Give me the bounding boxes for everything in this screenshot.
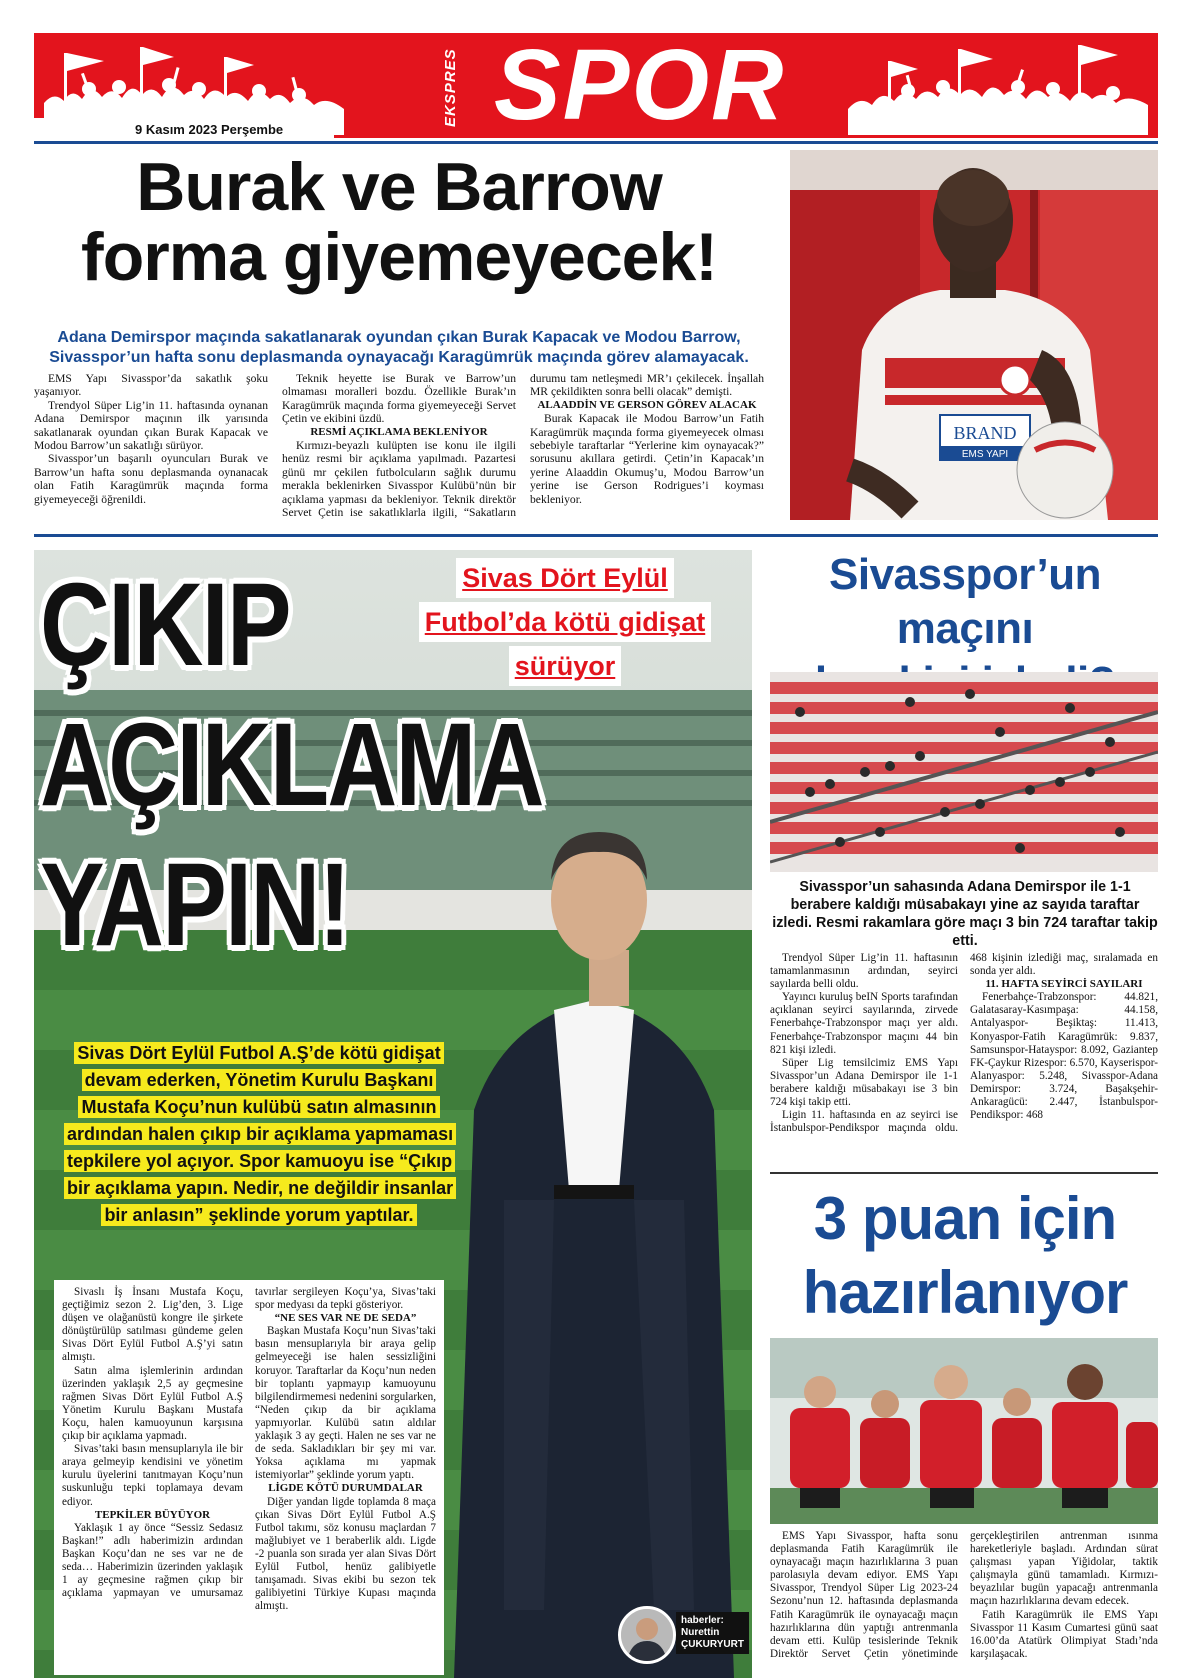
sponsor-text-2: EMS YAPI bbox=[961, 449, 1009, 460]
paragraph: Sivasspor’un başarılı oyuncuları Burak ve Barrow’un hafta sonu deplasmanda oynanacak olan Fatih Karagümrük maçında forma giyemeyeceği öğrenildi. bbox=[34, 452, 268, 506]
training-headline-line1: 3 puan için bbox=[813, 1185, 1117, 1252]
reporter-label: haberler: bbox=[681, 1615, 724, 1626]
paragraph: Teknik heyette ise Burak ve Barrow’un olmaması moralleri bozdu. Özellikle Burak’ın Karagümrük maçında forma giyemeyeceği Servet Çetin ve ekibini üzdü. bbox=[282, 372, 516, 426]
training-photo bbox=[770, 1338, 1158, 1524]
reporter-avatar bbox=[618, 1606, 676, 1664]
top-headline-line1: Burak ve Barrow bbox=[136, 149, 662, 225]
stadium-photo bbox=[770, 672, 1158, 872]
paragraph: Sivas’taki basın mensuplarıyla ile bir araya gelmeyip kendisini ve yönetim kurulu üyelerini tanıtmayan Koçu’nun suskunluğu tepki toplamaya devam ediyor. bbox=[62, 1443, 243, 1508]
training-body bbox=[770, 1530, 1158, 1678]
reporter-byline bbox=[618, 1600, 758, 1672]
issue-date: 9 Kasım 2023 Perşembe bbox=[135, 122, 284, 137]
subheading: 11. HAFTA SEYİRCİ SAYILARI bbox=[985, 978, 1143, 991]
paragraph: Süper Lig temsilcimiz EMS Yapı Sivasspor’un Adana Demirspor ile 1-1 berabere kaldığı müsabakayı ise 3 bin 724 kişi takip etti. bbox=[770, 1056, 958, 1109]
barrow-photo bbox=[790, 150, 1158, 520]
paragraph: Kırmızı-beyazlı kulüpten ise konu ile ilgili henüz resmi bir açıklama yapılmadı. Pazartesi günü mr çekilen futbolcuların sağlık durumu merakla beklenirken Sivasspor Kulübü’nün bir açıklama yapması da bekleniyor. Teknik direktör Servet Çetin ise sakatlıklarla ilgili, “Sakatların durumu tam netleşmedi MR’ı çekilecek. İnşallah MR çekildikten sonra belli olacak” demişti. bbox=[282, 372, 764, 520]
big-kicker-line1: Sivas Dört Eylül bbox=[456, 558, 674, 598]
big-story-body bbox=[54, 1280, 444, 1675]
big-lead-text: Sivas Dört Eylül Futbol A.Ş’de kötü gidişat devam ederken, Yönetim Kurulu Başkanı Mustafa Koçu’nun kulübü satın almasının ardından halen çıkıp bir açıklama yapmaması tepkilere yol açıyor. Spor kamuoyu ise “Çıkıp bir açıklama yapın. Nedir, ne değildir insanlar bir anlasın” şeklinde yorum yaptılar. bbox=[64, 1042, 456, 1226]
attendance-headline-line1: Sivasspor’un maçını bbox=[829, 550, 1101, 653]
top-story-body bbox=[34, 372, 764, 522]
crowd-illustration-right bbox=[848, 43, 1148, 135]
training-headline-line2: hazırlanıyor bbox=[802, 1259, 1128, 1326]
paragraph: Yaklaşık 1 ay önce “Sessiz Sedasız Başkan!” adlı haberimizin ardından Başkan Koçu’dan ne ses var ne de seda… Haberimizin üzerinden yaklaşık 1 ay geçmesine rağmen çıkıp bir açıklama yapmayan ve umursamaz tavırlar sergileyen Koçu’ya, Sivas’taki spor medyası da tepki gösteriyor. bbox=[62, 1286, 436, 1600]
big-kicker bbox=[400, 556, 730, 688]
section-logo: SPOR bbox=[494, 33, 786, 138]
attendance-caption: Sivasspor’un sahasında Adana Demirspor ile 1-1 berabere kaldığı müsabakayı yine az sayıda taraftar izledi. Resmi rakamlara göre maçı 3 bin 724 taraftar takip etti. bbox=[772, 879, 1158, 949]
paragraph: EMS Yapı Sivasspor’da sakatlık şoku yaşanıyor. bbox=[34, 372, 268, 399]
big-headline-line2: AÇIKLAMA bbox=[40, 699, 543, 831]
subheading: RESMİ AÇIKLAMA BEKLENİYOR bbox=[310, 425, 488, 438]
big-headline-line3: YAPIN! bbox=[40, 839, 350, 971]
paragraph: EMS Yapı Sivasspor, hafta sonu deplasmanda Fatih Karagümrük ile oynayacağı maçın hazırlıklarına 3 puan parolasıyla devam ediyor. EMS Yapı Sivasspor, Trendyol Süper Lig 2023-24 Sezonu’nun 12. haftasında deplasmanda Fatih Karagümrük ile oynayacağı maçın hazırlıklarına dün yaptığı antrenmanla devam etti. Kulüp tesislerinde Teknik Direktör Servet Çetin yönetiminde gerçekleştirilen antrenman ısınma hareketleriyle başladı. Ardından sürat çalışması yapan Yiğidolar, taktik çalışmayla günü tamamladı. Kırmızı-beyazlılar bugün yapacağı antrenmanla maçın hazırlıklarına devam edecek. bbox=[770, 1530, 1158, 1660]
reporter-tag bbox=[676, 1612, 749, 1654]
training-headline bbox=[770, 1182, 1160, 1330]
right-divider bbox=[770, 1172, 1158, 1174]
subheading: ALAADDİN VE GERSON GÖREV ALACAK bbox=[537, 398, 757, 411]
top-headline bbox=[34, 149, 764, 295]
paragraph: Burak Kapacak ile Modou Barrow’un Fatih Karagümrük maçında forma giyemeyecek olması sebebiyle taraftarlar “Yerlerine kim oynayacak?” sorusunu akıllara getirdi. Çetin’in Kapacak’ın yerine Alaaddin Okumuş’u, Modou Barrow’un yerine ise Gerson Rodrigues’i koyması bekleniyor. bbox=[530, 412, 764, 506]
mid-rule bbox=[34, 534, 1158, 537]
paragraph: Trendyol Süper Lig’in 11. haftasının tamamlanmasının ardından, seyirci sayılarda belli oldu. bbox=[770, 952, 958, 991]
top-rule bbox=[34, 141, 1158, 144]
top-headline-line2: forma giyemeyecek! bbox=[81, 219, 717, 295]
big-lead bbox=[64, 1040, 454, 1229]
reporter-name: Nurettin bbox=[681, 1627, 720, 1638]
reporter-surname: ÇUKURYURT bbox=[681, 1639, 744, 1650]
paragraph: Trendyol Süper Lig’in 11. haftasında oynanan Adana Demirspor maçının ilk yarısında sakatlanarak oyundan çıkan Burak Kapacak ve Modou Barrow’un sakatlığı sürüyor. bbox=[34, 398, 268, 453]
big-kicker-line2: Futbol’da kötü gidişat bbox=[419, 602, 711, 642]
subheading: TEPKİLER BÜYÜYOR bbox=[94, 1508, 211, 1521]
paragraph: Diğer yandan ligde toplamda 8 maça çıkan Sivas Dört Eylül Futbol A.Ş Futbol takımı, söz konusu maçlardan 7 mağlubiyet ve 1 beraberlik aldı. Ligde -2 puanla son sırada yer alan Sivas Dört Eylül Futbol, henüz galibiyetle tanışamadı. Sivas ekibi bu sezon tek galibiyetini Türkiye Kupası maçında almıştı. bbox=[255, 1495, 436, 1613]
attendance-list: Fenerbahçe-Trabzonspor: 44.821, Galatasaray-Kasımpaşa: 44.158, Antalyaspor- Beşiktaş: 11.413, Konyaspor-Fatih Karagümrük: 9.837, Samsunspor-Hatayspor: 8.092, Gaziantep FK-Çaykur Rizespor: 6.570, Kayserispor- Alanyaspor: 5.248, Sivasspor-Adana Demirspor: 3.724, Başakşehir-Ankaragücü: 2.447, İstanbulspor-Pendikspor: 468 bbox=[970, 991, 1158, 1122]
sponsor-text: BRAND bbox=[953, 423, 1017, 443]
subheading: LİGDE KÖTÜ DURUMDALAR bbox=[268, 1482, 423, 1495]
big-headline-line1: ÇIKIP bbox=[40, 559, 290, 691]
paragraph: Sivaslı İş İnsanı Mustafa Koçu, geçtiğimiz sezon 2. Lig’den, 3. Lige düşen ve olağanüstü kongre ile şirkete dönüştürülüp satılması gündeme gelen Sivas Dört Eylül Futbol A.Ş’yi satın almıştı. bbox=[62, 1286, 243, 1364]
top-subhead: Adana Demirspor maçında sakatlanarak oyundan çıkan Burak Kapacak ve Modou Barrow, Sivasspor’un hafta sonu deplasmanda oynayacağı Karagümrük maçında görev alamayacak. bbox=[49, 329, 749, 366]
paragraph: Fatih Karagümrük ile EMS Yapı Sivasspor 11 Kasım Cumartesi günü saat 16.00’da Atatürk Olimpiyat Stadı’nda karşılaşacak. bbox=[970, 1608, 1158, 1660]
paper-name: EKSPRES bbox=[442, 48, 459, 128]
subheading: “NE SES VAR NE DE SEDA” bbox=[274, 1312, 417, 1325]
paragraph: Satın alma işlemlerinin ardından üzerinden yaklaşık 2,5 ay geçmesine rağmen Sivas Dört Eylül Futbol A.Ş Yönetim Kurulu Başkanı Mustafa Koçu, halen kamuoyunun karşısına çıkıp bir açıklama yapmadı. bbox=[62, 1364, 243, 1443]
paragraph: Başkan Mustafa Koçu’nun Sivas’taki basın mensuplarıyla bir araya gelip gelmeyeceği ise halen sessizliğini koruyor. Taraftarlar da Koçu’nun neden bir toplantı yapmayıp kamuoyunu bilgilendirmemesi nedenini sorgularken, “Neden çıkıp da bir açıklama yapmıyorlar. Kulübü satın aldılar yaklaşık 3 ay geçti. Halen ne ses var ne de seda. Sakladıkları bir şey mi var. Yoksa açıklama mı yapmak istemiyorlar” şeklinde yorum yaptı. bbox=[255, 1325, 436, 1482]
big-headline bbox=[40, 555, 543, 975]
paragraph: Ligin 11. haftasında en az seyirci ise İstanbulspor-Pendikspor maçında oldu. 468 kişinin izlediği maç, sıralamada en sonda yer aldı. bbox=[770, 952, 1158, 1135]
attendance-body bbox=[770, 952, 1158, 1168]
big-kicker-line3: sürüyor bbox=[509, 646, 622, 686]
paragraph: Yayıncı kuruluş beIN Sports tarafından açıklanan seyirci sayılarında, zirvede Fenerbahçe-Trabzonspor maçı yer aldı. Fenerbahçe-Trabzonspor maçını 44 bin 821 kişi izledi. bbox=[770, 991, 958, 1056]
